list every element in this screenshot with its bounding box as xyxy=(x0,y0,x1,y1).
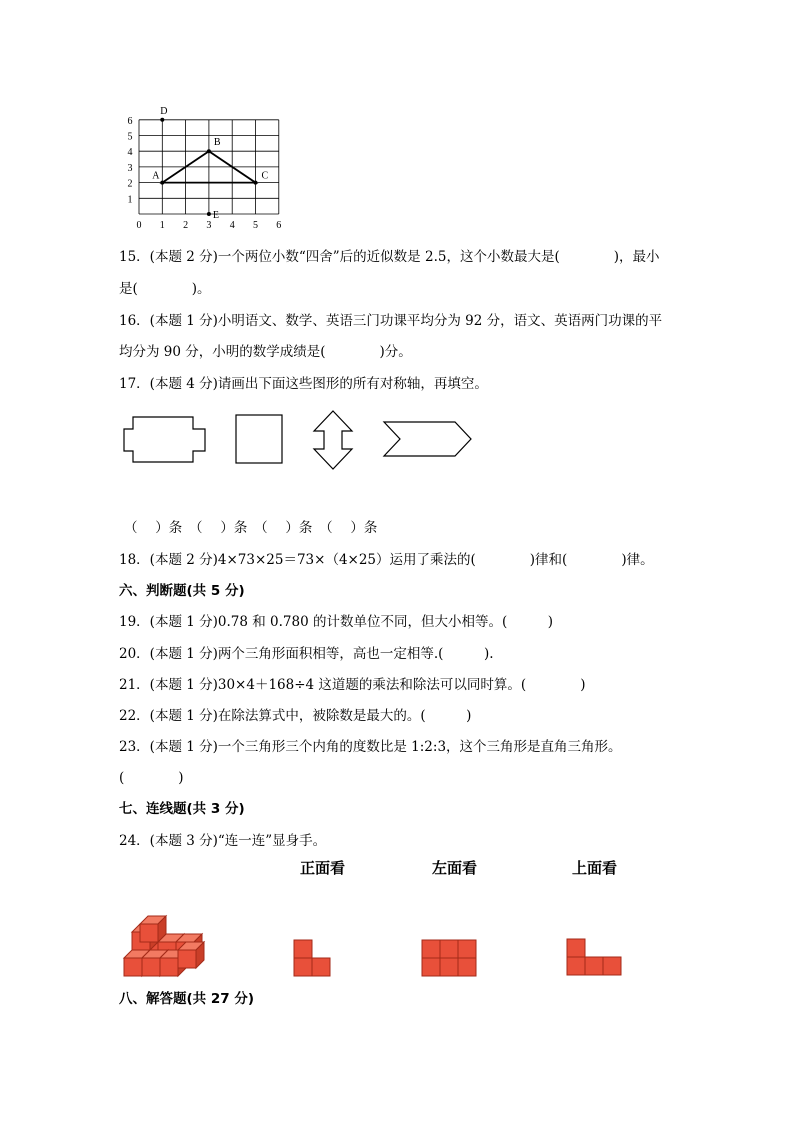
question-18-line-1: 18．(本题 2 分)4×73×25＝73×（4×25）运用了乘法的( )律和( )律。 xyxy=(119,552,654,568)
question-16-line-2: 均分为 90 分，小明的数学成绩是( )分。 xyxy=(119,344,412,360)
y-tick-label: 2 xyxy=(127,178,133,190)
point-b xyxy=(207,149,211,153)
point-d xyxy=(160,118,164,122)
solid-cube-upper-2-front xyxy=(140,924,158,942)
x-tick-label: 6 xyxy=(276,220,282,231)
double-arrow-shape xyxy=(314,411,352,469)
front-view-square xyxy=(312,958,330,976)
cube-figures xyxy=(0,900,794,990)
point-a xyxy=(160,181,164,185)
x-tick-label: 5 xyxy=(253,220,258,231)
section-6-title: 六、判断题(共 5 分) xyxy=(119,583,245,599)
y-tick-label: 4 xyxy=(127,147,133,159)
y-tick-label: 3 xyxy=(127,162,133,174)
notched-rectangle-shape xyxy=(124,417,205,462)
question-22-line-1: 22．(本题 1 分)在除法算式中，被除数是最大的。( ) xyxy=(119,708,472,724)
left-view-square xyxy=(422,940,440,958)
square-shape xyxy=(236,415,282,463)
front-view-square xyxy=(294,940,312,958)
question-17-line-1: 17．(本题 4 分)请画出下面这些图形的所有对称轴，再填空。 xyxy=(119,376,488,392)
point-c xyxy=(254,181,258,185)
point-label-e: E xyxy=(212,210,220,221)
left-view-square xyxy=(440,958,458,976)
question-19-line-1: 19．(本题 1 分)0.78 和 0.780 的计数单位不同，但大小相等。( ) xyxy=(119,614,553,630)
top-view-square xyxy=(567,957,585,975)
question-17-blanks: （ ）条 （ ）条 （ ）条 （ ）条 xyxy=(124,520,378,536)
left-view-square xyxy=(422,958,440,976)
x-tick-label: 0 xyxy=(136,220,142,231)
chevron-shape xyxy=(384,422,471,456)
solid-cube-front-3-front xyxy=(160,958,178,976)
point-e xyxy=(207,212,211,216)
point-label-d: D xyxy=(160,105,168,117)
left-view-square xyxy=(458,958,476,976)
solid-cube-front-2-front xyxy=(142,958,160,976)
solid-cube-front-1-front xyxy=(124,958,142,976)
point-label-b: B xyxy=(213,137,221,149)
top-view-square xyxy=(585,957,603,975)
point-label-a: A xyxy=(152,170,160,182)
top-view-square xyxy=(567,939,585,957)
question-23-line-2: ( ) xyxy=(119,770,184,786)
left-view-square xyxy=(458,940,476,958)
point-label-c: C xyxy=(261,170,269,182)
section-8-title: 八、解答题(共 27 分) xyxy=(119,991,255,1007)
question-23-line-1: 23．(本题 1 分)一个三角形三个内角的度数比是 1:2:3，这个三角形是直角三角形。 xyxy=(119,739,622,755)
y-tick-label: 6 xyxy=(127,115,133,127)
question-15-line-2: 是( )。 xyxy=(119,281,211,297)
symmetry-shapes xyxy=(0,405,794,505)
question-20-line-1: 20．(本题 1 分)两个三角形面积相等，高也一定相等.( ). xyxy=(119,646,494,662)
view-label-left: 左面看 xyxy=(432,859,478,877)
solid-cube-front-4-front xyxy=(178,950,196,968)
section-7-title: 七、连线题(共 3 分) xyxy=(119,801,245,817)
top-view-square xyxy=(603,957,621,975)
question-24-line-1: 24．(本题 3 分)“连一连”显身手。 xyxy=(119,833,327,849)
y-tick-label: 1 xyxy=(127,194,133,206)
question-21-line-1: 21．(本题 1 分)30×4＋168÷4 这道题的乘法和除法可以同时算。( ) xyxy=(119,677,586,693)
x-tick-label: 3 xyxy=(206,220,212,231)
y-tick-label: 5 xyxy=(127,131,133,143)
question-16-line-1: 16．(本题 1 分)小明语文、数学、英语三门功课平均分为 92 分，语文、英语两门功课的平 xyxy=(119,313,663,329)
question-15-line-1: 15．(本题 2 分)一个两位小数“四舍”后的近似数是 2.5，这个小数最大是( )，最小 xyxy=(119,249,660,265)
view-label-top: 上面看 xyxy=(572,859,618,877)
x-tick-label: 4 xyxy=(229,220,235,231)
x-tick-label: 2 xyxy=(183,220,189,231)
left-view-square xyxy=(440,940,458,958)
coordinate-grid-svg xyxy=(0,0,794,240)
view-label-front: 正面看 xyxy=(300,859,346,877)
x-tick-label: 1 xyxy=(159,220,165,231)
front-view-square xyxy=(294,958,312,976)
